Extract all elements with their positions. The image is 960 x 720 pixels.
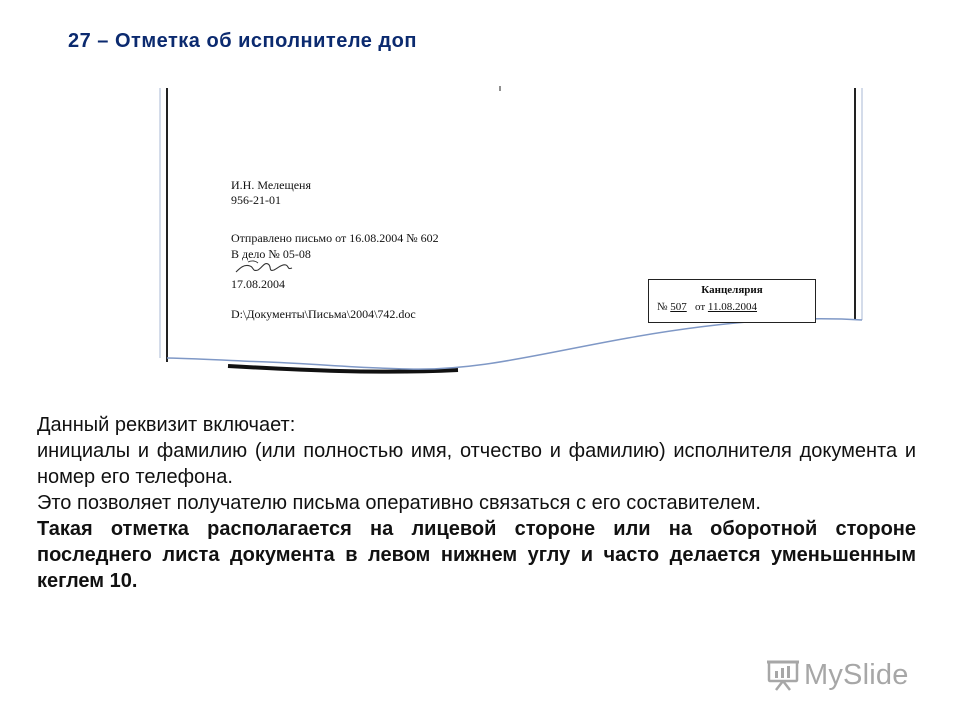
paragraph-purpose: Это позволяет получателю письма оперативно связаться с его составителем.	[37, 492, 761, 514]
case-note: В дело № 05-08	[231, 247, 311, 261]
executor-name: И.Н. Мелещеня	[231, 178, 311, 192]
slide-title: 27 – Отметка об исполнителе доп	[68, 30, 417, 52]
stamp-registration-line	[657, 301, 757, 313]
stamp-date: 11.08.2004	[707, 301, 758, 313]
paragraph-placement: Такая отметка располагается на лицевой стороне или на оборотной стороне последнего листа документа в левом нижнем углу и часто делается уменьшенным кеглем 10.	[37, 518, 916, 592]
chancellery-stamp	[648, 279, 816, 323]
stamp-number: 507	[670, 301, 687, 313]
paragraph-intro: Данный реквизит включает:	[37, 414, 296, 436]
file-path: D:\Документы\Письма\2004\742.doc	[231, 307, 416, 321]
watermark-logo	[766, 656, 926, 694]
sent-note: Отправлено письмо от 16.08.2004 № 602	[231, 231, 439, 245]
watermark-text: MySlide	[804, 658, 909, 691]
paragraph-includes: инициалы и фамилию (или полностью имя, отчество и фамилию) исполнителя документа и номер его телефона.	[37, 440, 916, 488]
stamp-number-prefix: №	[657, 301, 668, 313]
stamp-date-prefix: от	[695, 301, 706, 313]
document-date: 17.08.2004	[231, 277, 285, 291]
executor-phone: 956-21-01	[231, 193, 281, 207]
presentation-board-icon	[766, 659, 800, 691]
document-excerpt-image	[158, 86, 864, 376]
explanation-text	[37, 412, 916, 594]
stamp-title: Канцелярия	[701, 284, 763, 296]
signature-icon	[234, 258, 294, 276]
